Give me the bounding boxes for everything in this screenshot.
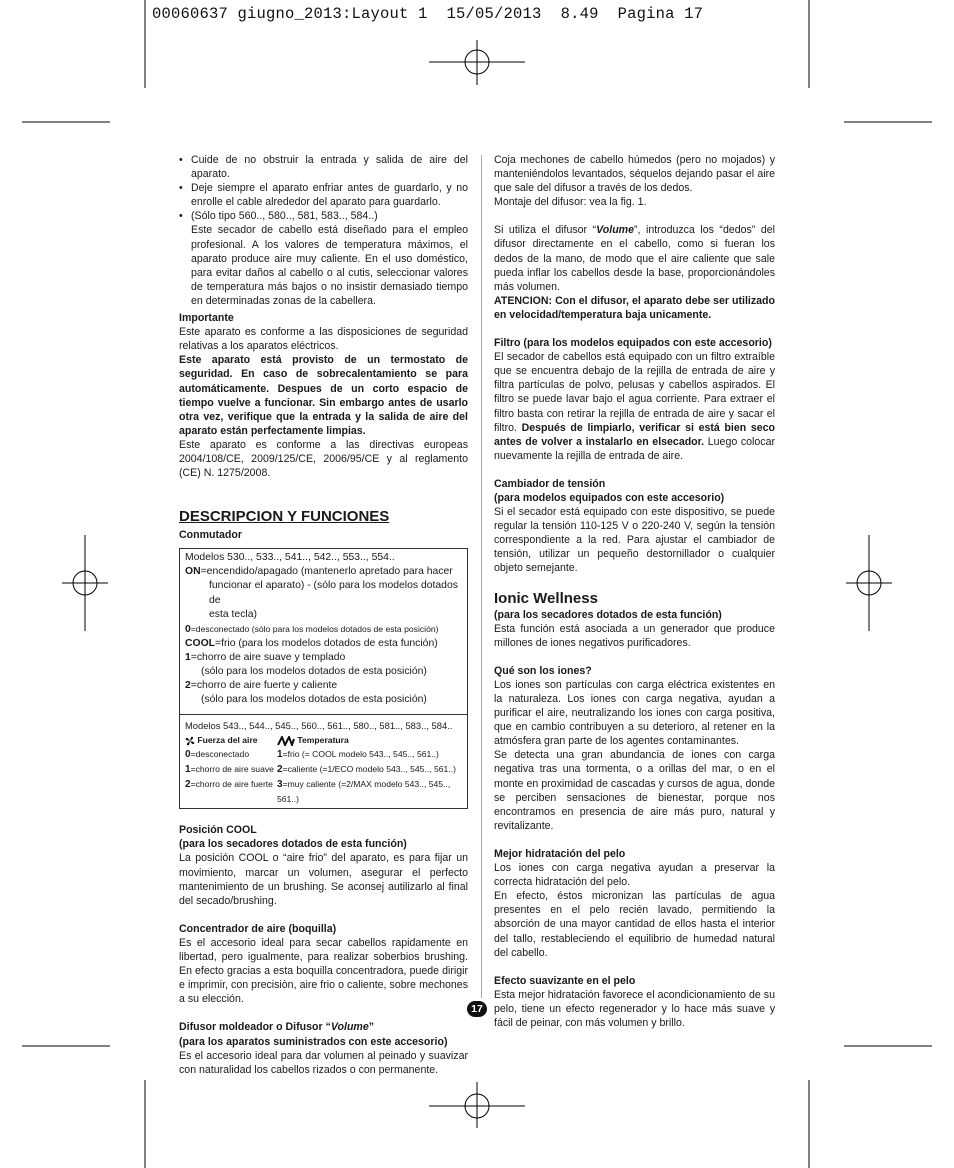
switch-table (179, 548, 468, 809)
switch-2-note: (sólo para los modelos dotados de esta posición) (201, 694, 427, 706)
bullet-item: • (Sólo tipo 560.., 580.., 581, 583.., 584..) Este secador de cabello está diseñado para el empleo profesional. A los valores de temperatura máximos, el aparato produce aire muy caliente. En el uso doméstico, para evitar daños al cabello o al cutis, seleccionar valores de temperatura más bajos o no insistir demasiado tiempo en determinadas zonas de la cabellera. (179, 210, 468, 307)
switch-2-row: 2=chorro de aire fuerte y caliente (185, 680, 338, 692)
thermostat-warning: Este aparato está provisto de un termostato de seguridad. En caso de sobrecalentamiento se para automáticamente. Despues de un corto espacio de tiempo vuelve a funcionar. Sin embargo antes de usarlo otra vez, verifique que la entrada y la salida de aire del aparato están perfectamente limpias. (179, 354, 468, 437)
switch-off-row: 0=desconectado (sólo para los modelos dotados de esta posición) (185, 623, 439, 635)
table-row: 1=chorro de aire suave 2=caliente (=1/ECO modelo 543.., 545.., 561..) (185, 764, 456, 776)
table-header-row: Fuerza del aire Temperatura (185, 733, 462, 747)
table-divider (180, 714, 467, 715)
cambiador-paragraph: Si el secador está equipado con este dispositivo, se puede regular la tensión 110-125 V o 220-240 V, según la tensión correspondiente a la red. Para ajustar el cambiador de tensión, utilizar un pequeño destornillador o cualquier objeto semejante. (494, 506, 775, 575)
registration-target-left (62, 535, 108, 631)
safety-bullet-list (179, 153, 468, 308)
cambiador-subheading: (para modelos equipados con este accesorio) (494, 491, 725, 504)
page-number-badge: 17 (467, 1001, 487, 1017)
column-divider (481, 155, 482, 998)
volume-paragraph: Si utiliza el difusor “Volume”, introduzca los “dedos” del difusor directamente en el cabello, como si fueran los dedos de la mano, de modo que el aire caliente que sale pueda inflar los cabellos desde la base, proporcionándoles más volumen. (494, 224, 775, 293)
fan-icon (185, 736, 195, 746)
ionic-heading: Ionic Wellness (494, 589, 598, 607)
suavizante-heading: Efecto suavizante en el pelo (494, 974, 636, 987)
switch-on-row-cont: esta tecla) (209, 608, 257, 620)
difusor-warning: ATENCION: Con el difusor, el aparato debe ser utilizado en velocidad/temperatura baja unicamente. (494, 294, 775, 321)
registration-target-top (429, 40, 525, 85)
suavizante-paragraph: Esta mejor hidratación favorece el acondicionamiento de su pelo, tiene un efecto regenerador y lo hace más suave y fácil de peinar, con más volumen y brillo. (494, 988, 775, 1029)
cool-heading: Posición COOL (179, 824, 257, 837)
directives-paragraph: Este aparato es conforme a las directivas europeas 2004/108/CE, 2009/125/CE, 2006/95/CE y al reglamento (CE) N. 1275/2008. (179, 438, 468, 480)
filtro-heading: Filtro (para los modelos equipados con este accesorio) (494, 337, 772, 350)
models-line-2: Modelos 543.., 544.., 545.., 560.., 561.., 580.., 581.., 583.., 584.. (185, 720, 453, 732)
registration-target-right (846, 535, 892, 631)
importante-paragraph: Este aparato es conforme a las disposiciones de seguridad relativas a los aparatos eléctricos. (179, 326, 468, 353)
concentrador-paragraph: Es el accesorio ideal para secar cabellos rapidamente en libertad, pero igualmente, para realizar soberbios brushing. En efecto gracias a esta boquilla concentradora, puede dirigir e imprimir, con precisiòn, aire frio o caliente, sobre mechones a su elección. (179, 936, 468, 1006)
cool-subheading: (para los secadores dotados de esta función) (179, 838, 407, 851)
cambiador-heading: Cambiador de tensión (494, 477, 606, 490)
bullet-item: • Cuide de no obstruir la entrada y salida de aire del aparato. (179, 154, 468, 181)
switch-1-note: (sólo para los modelos dotados de esta posición) (201, 666, 427, 677)
filtro-paragraph: El secador de cabellos está equipado con un filtro extraíble que se encuentra debajo de la rejilla de entrada de aire y filtra partículas de polvo, pelusas y cabellos aspirados. El filtro se puede lavar bajo el agua corriente. Para extraer el filtro basta con retirar la rejilla de entrada de aire y sacar el filtro. Después de limpiarlo, verificar si está bien seco antes de volver a instalarlo en elsecador. Luego colocar nuevamente la rejilla de entrada de aire. (494, 351, 775, 462)
models-line: Modelos 530.., 533.., 541.., 542.., 553.., 554.. (185, 552, 395, 564)
difusor-fig-note: Montaje del difusor: vea la fig. 1. (494, 196, 647, 209)
left-column (179, 153, 468, 1077)
iones-paragraph: Los iones son partículas con carga eléctrica existentes en la naturaleza. Los iones con carga negativa, ayudan a purificar el aire, neutralizando los iones con carga positiva, que en cambio contribuyen a su deterioro, al retener en la atmósfera gran parte de los agentes contaminantes. (494, 678, 775, 748)
iones-paragraph-2: Se detecta una gran abundancia de iones con carga negativa tras una tormenta, o a orillas del mar, o en el monte en proximidad de cascadas y cursos de agua, donde se perciben sensaciones de bienestar, porque nos encontramos en presencia de aire más puro, natural y revitalizante. (494, 749, 775, 832)
table-row: 2=chorro de aire fuerte 3=muy caliente (=2/MAX modelo 543.., 545.., 561..) (185, 779, 451, 805)
hidratacion-paragraph-2: En efecto, éstos micronizan las partículas de agua presentes en el pelo recién lavado, permitiendo la absorción de una mayor cantidad de ellos hasta el interior del tallo, restableciendo el equilibrio de humedad natural del cabello. (494, 890, 775, 959)
conmutador-heading: Conmutador (179, 529, 242, 542)
slug-line: 00060637 giugno_2013:Layout 1 15/05/2013 8.49 Pagina 17 (152, 5, 704, 23)
ionic-subheading: (para los secadores dotados de esta función) (494, 608, 722, 621)
iones-heading: Qué son los iones? (494, 664, 592, 677)
switch-on-row-cont: funcionar el aparato) - (sólo para los modelos dotados de (209, 580, 458, 606)
switch-on-row: ON=encendido/apagado (mantenerlo apretado para hacer (185, 566, 453, 578)
difusor-heading: Difusor moldeador o Difusor “Volume” (179, 1021, 375, 1034)
importante-heading: Importante (179, 312, 234, 325)
table-row: 0=desconectado 1=frio (= COOL modelo 543.., 545.., 561..) (185, 749, 439, 761)
switch-cool-row: COOL=frio (para los modelos dotados de esta función) (185, 637, 438, 649)
registration-target-bottom (429, 1082, 525, 1128)
difusor-usage-paragraph: Coja mechones de cabello húmedos (pero no mojados) y manteniéndolos levantados, séquelos dejando pasar el aire que sale del difusor a través de los dedos. (494, 154, 775, 195)
switch-1-row: 1=chorro de aire suave y templado (185, 651, 346, 663)
difusor-paragraph: Es el accesorio ideal para dar volumen al peinado y suavizar con naturalidad los cabellos rizados o con permanente. (179, 1049, 468, 1076)
cool-paragraph: La posición COOL o “aire frio” del aparato, es para fijar un movimiento, marcar un volumen, asegurar el perfecto mantenimiento de un brushing. Se aconsej autilizarlo al final del secado/brushing. (179, 852, 468, 907)
concentrador-heading: Concentrador de aire (boquilla) (179, 922, 337, 935)
hidratacion-paragraph: Los iones con carga negativa ayudan a preservar la correcta hidratación del pelo. (494, 862, 775, 889)
ionic-paragraph: Esta función está asociada a un generador que produce millones de iones negativos purificadores. (494, 622, 775, 649)
heat-icon (277, 736, 295, 746)
bullet-item: • Deje siempre el aparato enfriar antes de guardarlo, y no enrolle el cable alrededor del aparato para guardarlo. (179, 182, 468, 209)
right-column (494, 153, 775, 1030)
bullet-body: Este secador de cabello está diseñado para el empleo profesional. A los valores de temperatura máximos, el aparato produce aire muy caliente. En el uso doméstico, para evitar daños al cabello o al cutis, seleccionar valores de temperatura más bajos o no insistir demasiado tiempo en determinadas zonas de la cabellera. (191, 224, 468, 307)
difusor-subheading: (para los aparatos suministrados con este accesorio) (179, 1035, 448, 1048)
hidratacion-heading: Mejor hidratación del pelo (494, 847, 626, 860)
section-title: DESCRIPCION Y FUNCIONES (179, 508, 390, 526)
